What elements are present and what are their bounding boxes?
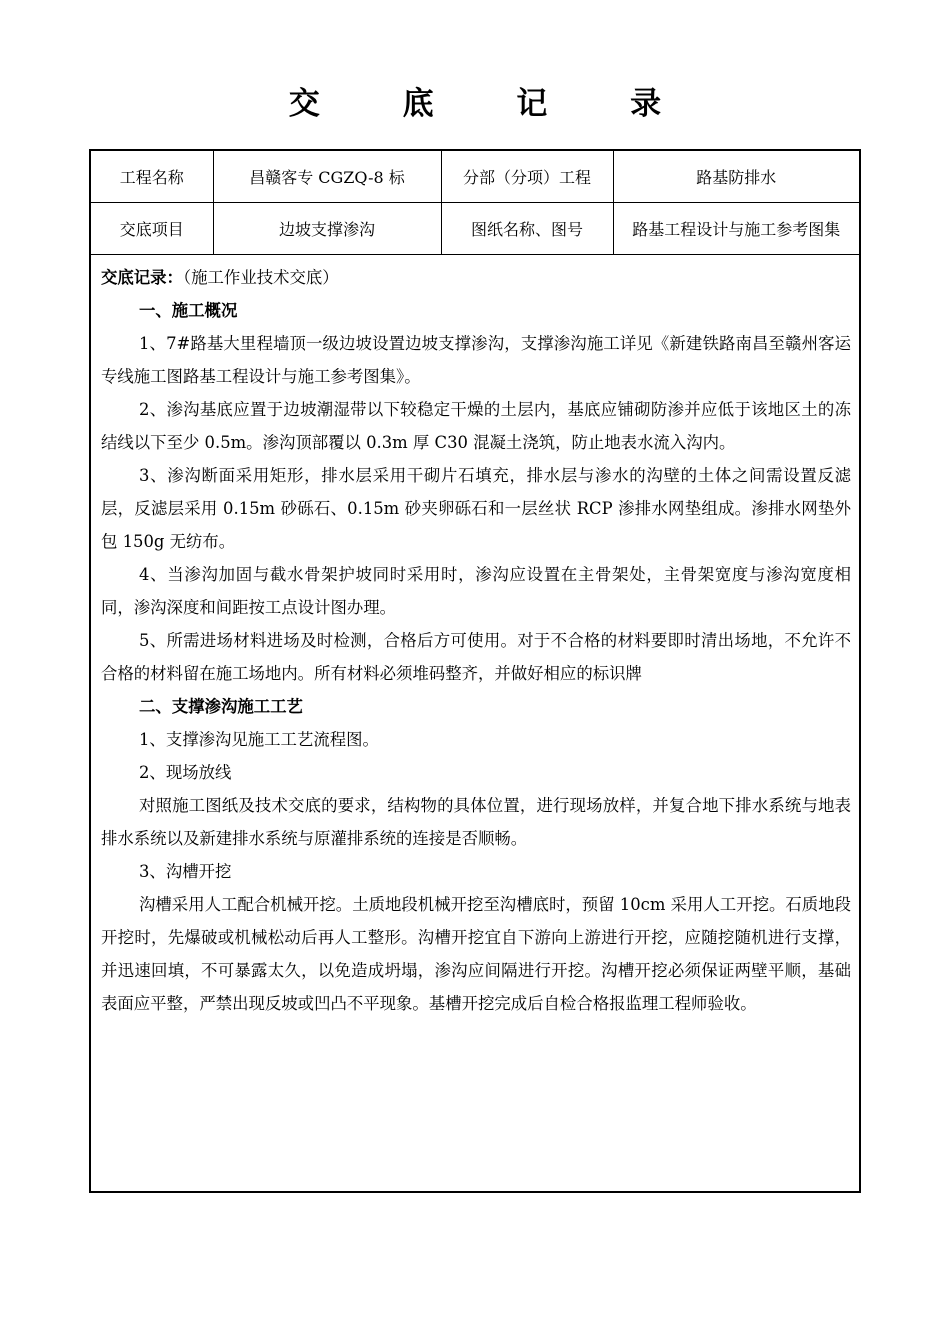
section-1-paragraph-1: 1、7#路基大里程墙顶一级边坡设置边坡支撑渗沟，支撑渗沟施工详见《新建铁路南昌至赣州客运专线施工图路基工程设计与施工参考图集》。 (101, 334, 851, 386)
section-1-heading: 一、施工概况 (139, 301, 238, 320)
section-2-paragraph-2: 对照施工图纸及技术交底的要求，结构物的具体位置，进行现场放样，并复合地下排水系统与地表排水系统以及新建排水系统与原灌排系统的连接是否顺畅。 (101, 796, 851, 848)
subproject-value: 路基防排水 (613, 151, 859, 203)
briefing-item-label: 交底项目 (91, 203, 213, 255)
section-1-paragraph-2: 2、渗沟基底应置于边坡潮湿带以下较稳定干燥的土层内，基底应铺砌防渗并应低于该地区土的冻结线以下至少 0.5m。渗沟顶部覆以 0.3m 厚 C30 混凝土浇筑，防止地表水流入沟内。 (101, 400, 851, 452)
record-sublabel: （施工作业技术交底） (182, 268, 339, 287)
subproject-label: 分部（分项）工程 (441, 151, 613, 203)
section-1-paragraph-5: 5、所需进场材料进场及时检测，合格后方可使用。对于不合格的材料要即时清出场地，不允许不合格的材料留在施工场地内。所有材料必须堆码整齐，并做好相应的标识牌 (101, 631, 851, 683)
record-header (101, 261, 853, 294)
section-1-paragraph-4: 4、当渗沟加固与截水骨架护坡同时采用时，渗沟应设置在主骨架处，主骨架宽度与渗沟宽度相同，渗沟深度和间距按工点设计图办理。 (101, 565, 851, 617)
page-title: 交 底 记 录 (288, 86, 698, 122)
record-body (91, 255, 859, 1020)
section-1-paragraph-3: 3、渗沟断面采用矩形，排水层采用干砌片石填充，排水层与渗水的沟壁的土体之间需设置反滤层，反滤层采用 0.15m 砂砾石、0.15m 砂夹卵砾石和一层丝状 RCP 渗排水网垫组成。渗排水网垫外包 150g 无纺布。 (101, 466, 851, 551)
record-label: 交底记录： (101, 268, 183, 287)
section-2-heading: 二、支撑渗沟施工工艺 (139, 697, 303, 716)
section-2-paragraph-3: 沟槽采用人工配合机械开挖。土质地段机械开挖至沟槽底时，预留 10cm 采用人工开挖。石质地段开挖时，先爆破或机械松动后再人工整形。沟槽开挖宜自下游向上游进行开挖，应随挖随机进行支撑，并迅速回填，不可暴露太久，以免造成坍塌，渗沟应间隔进行开挖。沟槽开挖必须保证两壁平顺，基础表面应平整，严禁出现反坡或凹凸不平现象。基槽开挖完成后自检合格报监理工程师验收。 (101, 895, 851, 1013)
project-name-label: 工程名称 (91, 151, 213, 203)
record-form (89, 149, 861, 1193)
section-2-item-3: 3、沟槽开挖 (139, 862, 232, 881)
project-info-table (91, 151, 859, 255)
drawing-value: 路基工程设计与施工参考图集 (613, 203, 859, 255)
table-row (91, 203, 859, 255)
section-2-item-1: 1、支撑渗沟见施工工艺流程图。 (139, 730, 379, 749)
drawing-label: 图纸名称、图号 (441, 203, 613, 255)
section-2-item-2: 2、现场放线 (139, 763, 232, 782)
project-name-value: 昌赣客专 CGZQ-8 标 (213, 151, 441, 203)
briefing-item-value: 边坡支撑渗沟 (213, 203, 441, 255)
table-row (91, 151, 859, 203)
